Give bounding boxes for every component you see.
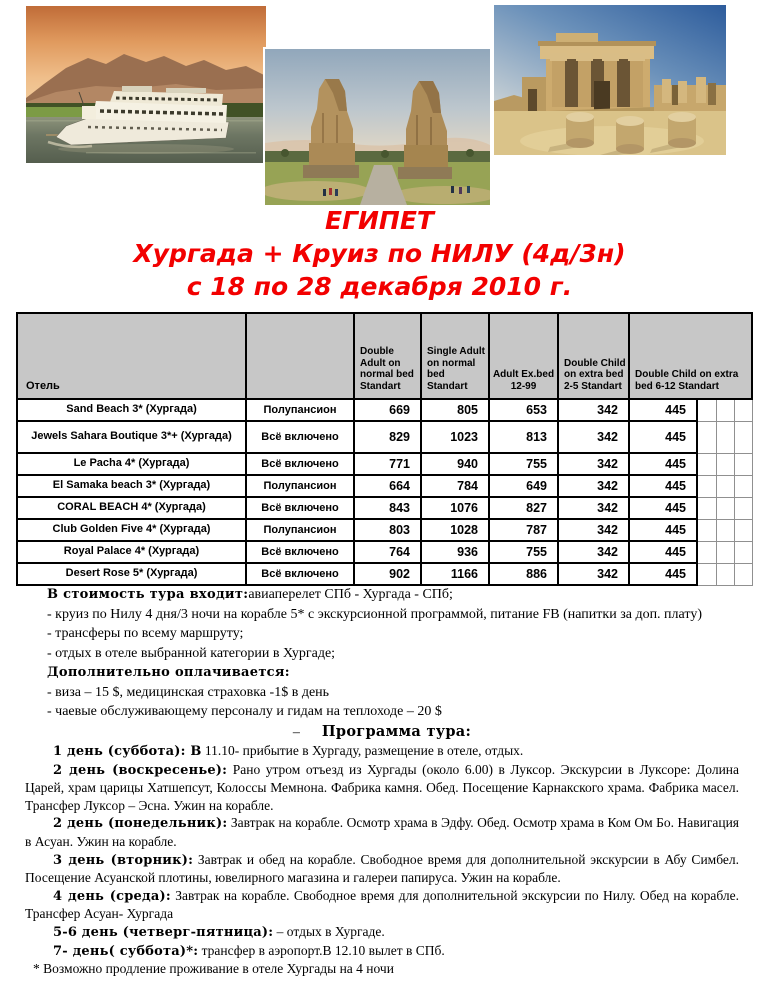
price-cell: 342 — [558, 497, 629, 519]
extra-label: Дополнительно оплачивается: — [47, 665, 290, 680]
program-footnote: * Возможно продление проживание в отеле Хургады на 4 ночи — [33, 961, 394, 977]
day-label: 4 день (среда): — [53, 888, 171, 904]
meal-plan: Полупансион — [246, 519, 354, 541]
price-cell: 805 — [421, 399, 489, 421]
table-header-row — [17, 313, 752, 399]
program-day — [25, 742, 739, 761]
table-row — [17, 497, 752, 519]
extra-item: - виза – 15 $, медицинская страховка -1$ в день — [47, 684, 330, 700]
header-child-6-12: Double Child on extra bed 6-12 Standart — [629, 313, 752, 399]
hotel-name: Le Pacha 4* (Хургада) — [17, 453, 246, 475]
price-cell: 1028 — [421, 519, 489, 541]
price-cell: 664 — [354, 475, 421, 497]
empty-cell — [734, 453, 752, 475]
price-cell: 445 — [629, 563, 697, 585]
price-cell: 764 — [354, 541, 421, 563]
empty-cell — [716, 563, 734, 585]
meal-plan: Всё включено — [246, 541, 354, 563]
header-child-2-5: Double Child on extra bed 2-5 Standart — [558, 313, 629, 399]
table-row — [17, 475, 752, 497]
price-cell: 342 — [558, 563, 629, 585]
day-text: Завтрак на корабле. Осмотр храма в Эдфу. Обед. Осмотр храма в Ком Ом Бо. Навигация в Асуан. Ужин на корабле. — [25, 815, 740, 849]
hotel-name: Sand Beach 3* (Хургада) — [17, 399, 246, 421]
program-heading — [25, 722, 739, 743]
empty-cell — [734, 475, 752, 497]
meal-plan: Всё включено — [246, 421, 354, 453]
price-cell: 755 — [489, 453, 558, 475]
header-adult-exbed: Adult Ex.bed 12-99 — [489, 313, 558, 399]
empty-cell — [697, 541, 716, 563]
day-text: – отдых в Хургаде. — [276, 923, 385, 939]
price-cell: 445 — [629, 541, 697, 563]
price-cell: 342 — [558, 475, 629, 497]
day-label: 1 день (суббота): В — [53, 744, 202, 759]
nile-cruise-photo — [26, 6, 266, 163]
included-item: - отдых в отеле выбранной категории в Хургаде; — [47, 645, 336, 661]
program-heading-text: Программа тура: — [321, 722, 472, 740]
hotel-name: Royal Palace 4* (Хургада) — [17, 541, 246, 563]
program-day — [25, 851, 739, 887]
header-double-adult: Double Adult on normal bed Standart — [354, 313, 421, 399]
empty-cell — [734, 421, 752, 453]
program-day — [25, 887, 739, 923]
table-row — [17, 541, 752, 563]
price-cell: 445 — [629, 453, 697, 475]
tour-title-dates: с 18 по 28 декабря 2010 г. — [186, 272, 573, 301]
empty-cell — [697, 563, 716, 585]
day-text: трансфер в аэропорт.В 12.10 вылет в СПб. — [201, 942, 445, 958]
kom-ombo-temple-photo — [494, 5, 726, 155]
empty-cell — [716, 541, 734, 563]
price-cell: 787 — [489, 519, 558, 541]
program-day — [25, 923, 739, 942]
program-day — [25, 814, 739, 850]
empty-cell — [697, 453, 716, 475]
tour-description — [25, 585, 739, 978]
header-single-adult: Single Adult on normal bed Standart — [421, 313, 489, 399]
day-text: Завтрак и обед на корабле. Свободное время для дополнительной экскурсии в Абу Симбел. Посещение Асуанской плотины, ювелирного магазина и галереи папируса. Ужин на корабле. — [25, 851, 740, 886]
header-hotel: Отель — [17, 313, 246, 399]
table-row — [17, 399, 752, 421]
empty-cell — [716, 497, 734, 519]
price-cell: 902 — [354, 563, 421, 585]
price-cell: 1166 — [421, 563, 489, 585]
empty-cell — [734, 563, 752, 585]
empty-cell — [697, 519, 716, 541]
price-table — [16, 312, 753, 586]
price-cell: 445 — [629, 475, 697, 497]
colossi-of-memnon-photo — [263, 47, 492, 207]
included-intro: авиаперелет СПб - Хургада - СПб; — [248, 587, 453, 602]
program-day — [25, 942, 739, 961]
price-cell: 1076 — [421, 497, 489, 519]
price-cell: 342 — [558, 399, 629, 421]
empty-cell — [716, 399, 734, 421]
tour-title-route: Хургада + Круиз по НИЛУ (4д/3н) — [133, 239, 626, 268]
empty-cell — [697, 497, 716, 519]
price-cell: 936 — [421, 541, 489, 563]
empty-cell — [734, 519, 752, 541]
price-cell: 342 — [558, 453, 629, 475]
price-cell: 445 — [629, 399, 697, 421]
price-cell: 886 — [489, 563, 558, 585]
extra-item: - чаевые обслуживающему персоналу и гидам на теплоходе – 20 $ — [47, 704, 442, 719]
table-row — [17, 453, 752, 475]
price-cell: 445 — [629, 519, 697, 541]
hotel-name: CORAL BEACH 4* (Хургада) — [17, 497, 246, 519]
meal-plan: Полупансион — [246, 399, 354, 421]
empty-cell — [697, 421, 716, 453]
meal-plan: Полупансион — [246, 475, 354, 497]
hotel-name: Jewels Sahara Boutique 3*+ (Хургада) — [17, 421, 246, 453]
price-cell: 771 — [354, 453, 421, 475]
price-cell: 813 — [489, 421, 558, 453]
tour-title — [0, 204, 759, 303]
day-text: Завтрак на корабле. Свободное время для дополнительной экскурсии по Нилу. Обед на корабле. Трансфер Асуан- Хургада — [25, 887, 740, 922]
included-item: - круиз по Нилу 4 дня/3 ночи на корабле 5* с экскурсионной программой, питание FB (напитки за доп. плату) — [47, 606, 702, 622]
day-label: 3 день (вторник): — [53, 852, 194, 868]
price-cell: 843 — [354, 497, 421, 519]
included-intro-line — [25, 585, 739, 605]
day-text: Рано утром отъезд из Хургады (около 6.00) в Луксор. Экскурсии в Луксоре: Долина Царей, храм царицы Хатшепсут, Колоссы Мемнона. Фабрика камня. Обед. Посещение Карнакского храма. Фабрика масел. Трансфер Луксор – Эсна. Ужин на корабле. — [25, 761, 740, 813]
hotel-name: El Samaka beach 3* (Хургада) — [17, 475, 246, 497]
price-cell: 669 — [354, 399, 421, 421]
tour-title-country: ЕГИПЕТ — [325, 206, 434, 235]
price-cell: 342 — [558, 541, 629, 563]
day-text: 11.10- прибытие в Хургаду, размещение в отеле, отдых. — [204, 743, 524, 758]
table-row — [17, 519, 752, 541]
price-cell: 342 — [558, 519, 629, 541]
hotel-name: Desert Rose 5* (Хургада) — [17, 563, 246, 585]
price-cell: 940 — [421, 453, 489, 475]
empty-cell — [734, 541, 752, 563]
day-label: 2 день (понедельник): — [53, 816, 228, 832]
header-meal — [246, 313, 354, 399]
hotel-name: Club Golden Five 4* (Хургада) — [17, 519, 246, 541]
price-cell: 829 — [354, 421, 421, 453]
table-row — [17, 563, 752, 585]
empty-cell — [716, 519, 734, 541]
price-cell: 445 — [629, 497, 697, 519]
price-cell: 342 — [558, 421, 629, 453]
empty-cell — [716, 421, 734, 453]
price-cell: 649 — [489, 475, 558, 497]
table-row — [17, 421, 752, 453]
meal-plan: Всё включено — [246, 497, 354, 519]
price-cell: 1023 — [421, 421, 489, 453]
included-label: В стоимость тура входит: — [47, 587, 249, 602]
empty-cell — [734, 399, 752, 421]
program-days — [25, 742, 739, 978]
empty-cell — [716, 475, 734, 497]
meal-plan: Всё включено — [246, 563, 354, 585]
price-cell: 827 — [489, 497, 558, 519]
included-item: - трансферы по всему маршруту; — [47, 626, 244, 641]
heading-dash: – — [292, 724, 300, 740]
empty-cell — [716, 453, 734, 475]
program-day — [25, 761, 739, 815]
empty-cell — [697, 399, 716, 421]
meal-plan: Всё включено — [246, 453, 354, 475]
price-cell: 653 — [489, 399, 558, 421]
day-label: 7- день( суббота)*: — [53, 943, 199, 959]
price-cell: 803 — [354, 519, 421, 541]
empty-cell — [734, 497, 752, 519]
day-label: 2 день (воскресенье): — [53, 762, 228, 778]
price-cell: 784 — [421, 475, 489, 497]
price-cell: 755 — [489, 541, 558, 563]
extra-label-line — [25, 663, 739, 683]
empty-cell — [697, 475, 716, 497]
price-cell: 445 — [629, 421, 697, 453]
day-label: 5-6 день (четверг-пятница): — [53, 924, 274, 940]
